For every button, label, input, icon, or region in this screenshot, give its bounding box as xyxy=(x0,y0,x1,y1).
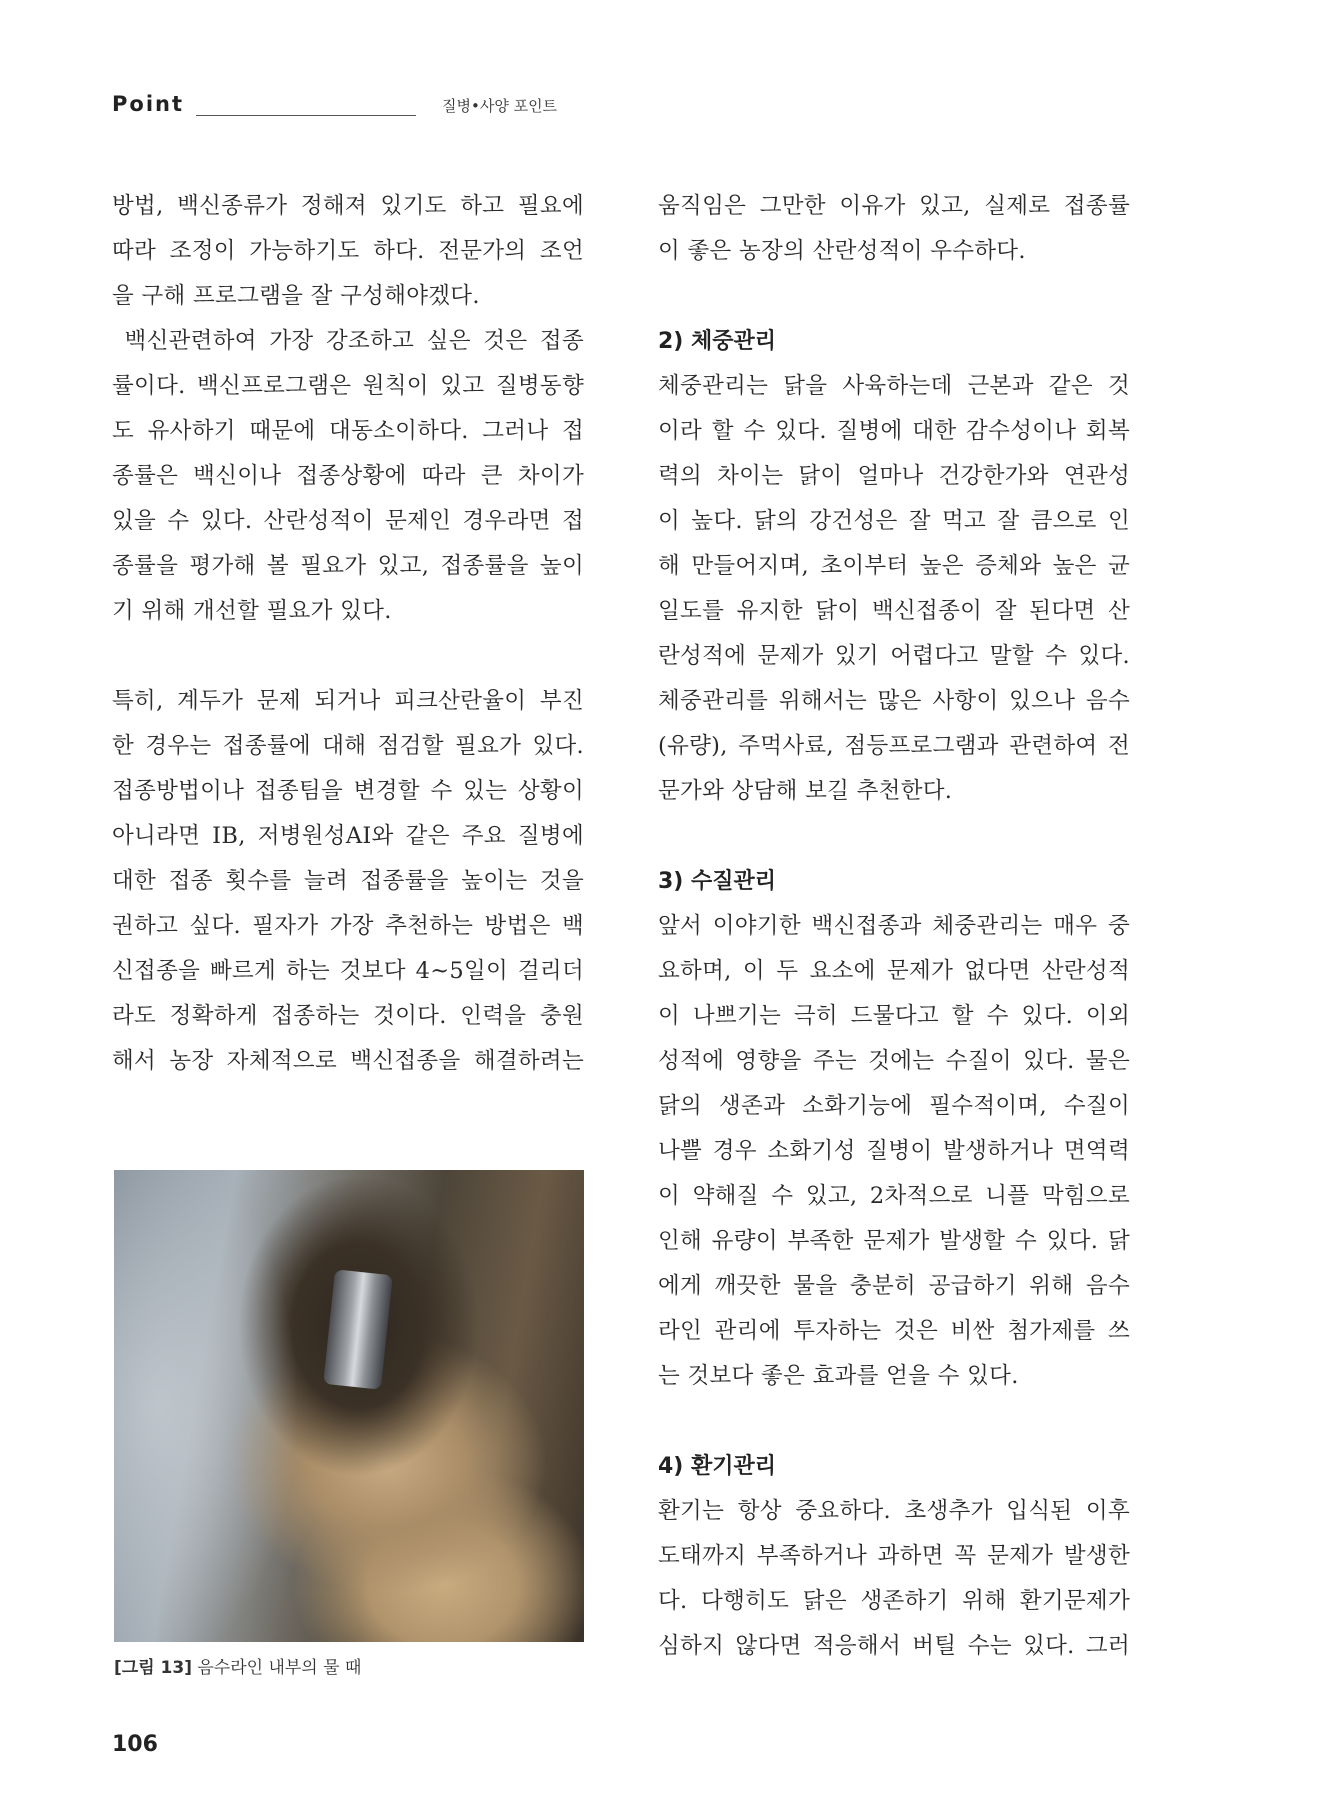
section-heading-water: 3) 수질관리 xyxy=(658,869,777,894)
text-line: 도 유사하기 때문에 대동소이하다. 그러나 접 xyxy=(112,418,584,444)
text-line: 력의 차이는 닭이 얼마나 건강한가와 연관성 xyxy=(658,463,1130,489)
text-line: 성적에 영향을 주는 것에는 수질이 있다. 물은 xyxy=(658,1048,1130,1074)
text-line: 는 것보다 좋은 효과를 얻을 수 있다. xyxy=(658,1363,1019,1389)
text-line: 해서 농장 자체적으로 백신접종을 해결하려는 xyxy=(112,1048,584,1074)
text-line: 접종방법이나 접종팀을 변경할 수 있는 상황이 xyxy=(112,778,584,804)
photo-haze xyxy=(114,1170,314,1642)
header-section-title: 질병•사양 포인트 xyxy=(442,97,558,115)
header-rule xyxy=(196,115,416,116)
text-line: 요하며, 이 두 요소에 문제가 없다면 산란성적 xyxy=(658,958,1130,984)
right-column xyxy=(658,184,1130,1669)
figure-label: [그림 13] xyxy=(114,1658,192,1678)
section-heading-ventilation: 4) 환기관리 xyxy=(658,1454,777,1479)
page-number: 106 xyxy=(112,1732,158,1757)
text-line: 따라 조정이 가능하기도 하다. 전문가의 조언 xyxy=(112,238,584,264)
text-line: 이 약해질 수 있고, 2차적으로 니플 막힘으로 xyxy=(658,1183,1130,1209)
text-line: 종률을 평가해 볼 필요가 있고, 접종률을 높이 xyxy=(112,553,584,579)
text-line: 심하지 않다면 적응해서 버틸 수는 있다. 그러 xyxy=(658,1633,1130,1659)
text-line: 아니라면 IB, 저병원성AI와 같은 주요 질병에 xyxy=(112,823,584,849)
text-line: 닭의 생존과 소화기능에 필수적이며, 수질이 xyxy=(658,1093,1130,1119)
text-line: 대한 접종 횟수를 늘려 접종률을 높이는 것을 xyxy=(112,868,584,894)
text-line: 일도를 유지한 닭이 백신접종이 잘 된다면 산 xyxy=(658,598,1130,624)
text-line: 특히, 계두가 문제 되거나 피크산란율이 부진 xyxy=(112,688,584,714)
text-line: 권하고 싶다. 필자가 가장 추천하는 방법은 백 xyxy=(112,913,584,939)
text-line: 이 높다. 닭의 강건성은 잘 먹고 잘 큼으로 인 xyxy=(658,508,1130,534)
running-header xyxy=(112,92,712,122)
text-line: 기 위해 개선할 필요가 있다. xyxy=(112,598,392,624)
text-line: 종률은 백신이나 접종상황에 따라 큰 차이가 xyxy=(112,463,584,489)
text-line: 앞서 이야기한 백신접종과 체중관리는 매우 중 xyxy=(658,913,1130,939)
text-line: 한 경우는 접종률에 대해 점검할 필요가 있다. xyxy=(112,733,584,759)
section-heading-weight: 2) 체중관리 xyxy=(658,329,777,354)
text-line: 체중관리는 닭을 사육하는데 근본과 같은 것 xyxy=(658,373,1130,399)
text-line: 다. 다행히도 닭은 생존하기 위해 환기문제가 xyxy=(658,1588,1130,1614)
text-line: 해 만들어지며, 초이부터 높은 증체와 높은 균 xyxy=(658,553,1130,579)
text-line: 란성적에 문제가 있기 어렵다고 말할 수 있다. xyxy=(658,643,1130,669)
text-line: 환기는 항상 중요하다. 초생추가 입식된 이후 xyxy=(658,1498,1130,1524)
text-line: 신접종을 빠르게 하는 것보다 4~5일이 걸리더 xyxy=(112,958,584,984)
text-line: 백신관련하여 가장 강조하고 싶은 것은 접종 xyxy=(112,328,584,354)
figure-caption xyxy=(114,1653,361,1678)
text-line: 움직임은 그만한 이유가 있고, 실제로 접종률 xyxy=(658,193,1130,219)
text-line: (유량), 주먹사료, 점등프로그램과 관련하여 전 xyxy=(658,733,1130,759)
text-line: 체중관리를 위해서는 많은 사항이 있으나 음수 xyxy=(658,688,1130,714)
header-point-label: Point xyxy=(112,92,185,116)
text-line: 문가와 상담해 보길 추천한다. xyxy=(658,778,953,804)
text-line: 률이다. 백신프로그램은 원칙이 있고 질병동향 xyxy=(112,373,584,399)
text-line: 이 나쁘기는 극히 드물다고 할 수 있다. 이외 xyxy=(658,1003,1130,1029)
figure-caption-text: 음수라인 내부의 물 때 xyxy=(197,1658,362,1678)
text-line: 이 좋은 농장의 산란성적이 우수하다. xyxy=(658,238,1026,264)
text-line: 인해 유량이 부족한 문제가 발생할 수 있다. 닭 xyxy=(658,1228,1130,1254)
text-line: 에게 깨끗한 물을 충분히 공급하기 위해 음수 xyxy=(658,1273,1130,1299)
text-line: 이라 할 수 있다. 질병에 대한 감수성이나 회복 xyxy=(658,418,1130,444)
water-line-photo xyxy=(114,1170,584,1642)
text-line: 나쁠 경우 소화기성 질병이 발생하거나 면역력 xyxy=(658,1138,1130,1164)
text-line: 방법, 백신종류가 정해져 있기도 하고 필요에 xyxy=(112,193,584,219)
nipple-pipe xyxy=(323,1269,393,1389)
text-line: 라인 관리에 투자하는 것은 비싼 첨가제를 쓰 xyxy=(658,1318,1130,1344)
text-line: 라도 정확하게 접종하는 것이다. 인력을 충원 xyxy=(112,1003,584,1029)
text-line: 있을 수 있다. 산란성적이 문제인 경우라면 접 xyxy=(112,508,584,534)
text-line: 을 구해 프로그램을 잘 구성해야겠다. xyxy=(112,283,480,309)
left-column xyxy=(112,184,584,1084)
text-line: 도태까지 부족하거나 과하면 꼭 문제가 발생한 xyxy=(658,1543,1130,1569)
